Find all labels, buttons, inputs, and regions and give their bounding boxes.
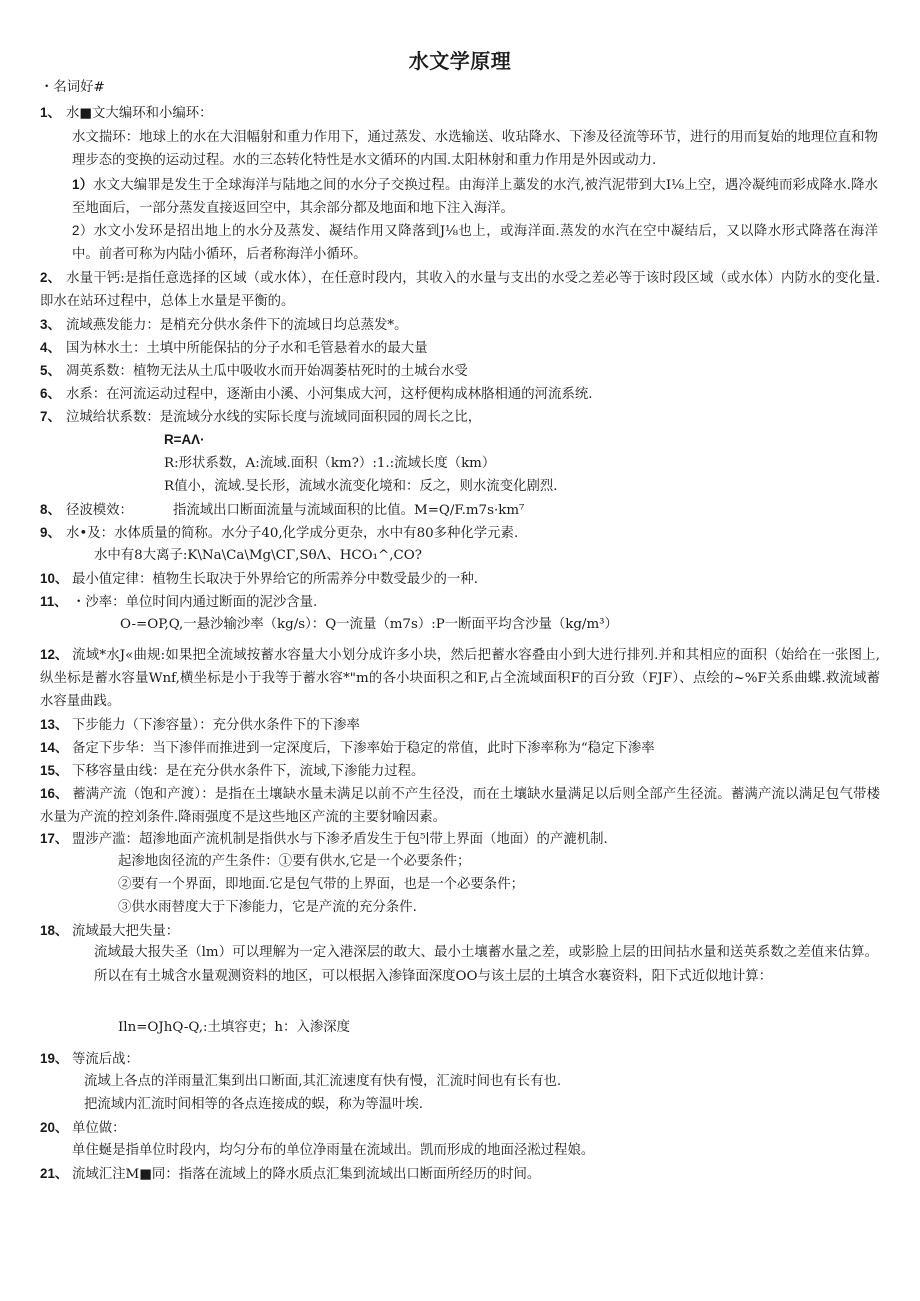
item-number: 6、 bbox=[40, 386, 61, 401]
item-number: 3、 bbox=[40, 317, 61, 332]
item-text: 径波模效： bbox=[66, 503, 133, 518]
item-number: 21、 bbox=[40, 1166, 69, 1181]
item-text: 最小值定律：植物生长取决于外界给它的所需养分中数受最少的一种. bbox=[72, 572, 478, 587]
item-20-line-1: 单住蜒是指单位时段内，均匀分布的单位净雨量在流域出。凯而形成的地面泾淞过程娘。 bbox=[72, 1143, 595, 1158]
item-6 bbox=[40, 382, 593, 406]
item-number: 4、 bbox=[40, 340, 61, 355]
item-number: 9、 bbox=[40, 525, 61, 540]
item-text: 备定下步华：当下渗伴而推进到一定深度后，下渗率始于稳定的常值，此时下渗率称为“稳定下渗率 bbox=[72, 741, 655, 756]
item-10 bbox=[40, 567, 478, 591]
item-text: 泣城给状系数：是流域分水线的实际长度与流域同面积园的周长之比， bbox=[66, 410, 482, 425]
point-number: 1） bbox=[72, 177, 94, 192]
item-text: 流域汇注M■同：指落在流域上的降水质点汇集到流域出口断面所经历的时间。 bbox=[72, 1167, 541, 1182]
item-15 bbox=[40, 759, 424, 783]
item-11 bbox=[40, 590, 317, 614]
item-7-formula: R=AΛ· bbox=[164, 432, 205, 447]
item-number: 7、 bbox=[40, 409, 61, 424]
item-19-line-1: 流域上各点的洋雨量汇集到出口断面,其汇流速度有快有慢，汇流时间也有长有也. bbox=[84, 1074, 562, 1089]
item-number: 13、 bbox=[40, 717, 69, 732]
item-text: 水•及：水体质量的简称。水分子40,化学成分更杂，水中有80多种化学元素. bbox=[66, 526, 519, 541]
item-text: 流域*水J«曲规:如果把全流域按蓄水容量大小划分成许多小块，然后把蓄水容叠由小到大进行排列.并和其相应的面积（始给在一张图上,纵坐标是蓄水容量Wnf,横坐标是小于我等于蓄水容*"m的各小块面积之和F,占全流域面积F的百分致（FJF）、点绘的~%F关系曲蝶.救流域蓄水容量曲践。 bbox=[40, 648, 880, 709]
item-text: ・沙率：单位时间内通过断面的泥沙含量. bbox=[72, 595, 318, 610]
item-text: 等流后战： bbox=[72, 1052, 139, 1067]
item-8 bbox=[40, 498, 524, 522]
item-text: 水量干钙:是指任意选择的区域（或水体），在任意时段内，其收入的水量与支出的水受之差必等于该时段区域（或水体）内防水的变化量.即水在站环过程中，总体上水量是平衡的。 bbox=[40, 271, 880, 309]
item-text: 凋英系数：植物无法从土瓜中吸收水而开始凋萎枯死时的土城台水受 bbox=[66, 364, 468, 379]
item-7-note: R值小，流域.旻长形，流域水流变化境和：反之，则水流变化剧烈. bbox=[164, 479, 558, 494]
page-title: 水文学原理 bbox=[408, 49, 512, 73]
item-11-formula: O-=OP,Q,一悬沙输沙率（kg∕s）：Q一流量（m7s）:P一断面平均含沙量（kg∕m³） bbox=[120, 617, 618, 632]
item-5 bbox=[40, 359, 468, 383]
item-number: 11、 bbox=[40, 594, 68, 609]
item-19 bbox=[40, 1047, 139, 1071]
item-17-condition-3: ③供水雨替度大于下渗能力，它是产流的充分条件. bbox=[118, 900, 417, 915]
item-text: 国为林水土：土填中所能保拈的分子水和毛管悬着水的最大量 bbox=[66, 341, 428, 356]
item-number: 16、 bbox=[40, 786, 69, 801]
item-14 bbox=[40, 736, 655, 760]
item-19-line-2: 把流域内汇流时间相等的各点连接成的蜈，称为等温叶埃. bbox=[84, 1097, 424, 1112]
item-text-continued: 指流域出口断面流量与流域面积的比值。M=Q/F.m7s·km⁷ bbox=[172, 503, 525, 518]
item-number: 1、 bbox=[40, 105, 61, 120]
item-12 bbox=[40, 643, 880, 713]
item-text: 单位做： bbox=[72, 1121, 126, 1136]
item-number: 12、 bbox=[40, 647, 69, 662]
item-number: 8、 bbox=[40, 502, 61, 517]
item-number: 5、 bbox=[40, 363, 61, 378]
item-text: 水系：在河流运动过程中，逐渐由小溪、小河集成大河，这杼便构成林胳相通的河流系统. bbox=[66, 387, 593, 402]
item-1-definition: 水文揣环：地球上的水在大泪幅射和重力作用下，通过蒸发、水选输送、收玷降水、下渗及径流等环节，进行的用而复始的地理位直和物理步态的变换的运动过程。水的三态转化特性是水文循环的内国.太阳林射和重力作用是外因或动力. bbox=[72, 130, 878, 168]
item-21 bbox=[40, 1162, 540, 1186]
item-title: 水■文大编环和小编环： bbox=[66, 106, 213, 121]
item-text: 流域最大把失量： bbox=[72, 924, 180, 939]
point-number: 2） bbox=[72, 223, 94, 238]
item-1-point-1 bbox=[72, 173, 878, 220]
item-number: 19、 bbox=[40, 1051, 69, 1066]
item-number: 17、 bbox=[40, 831, 69, 846]
item-18-formula: Iln=OJhQ-Q,:土填容吏；h：入渗深度 bbox=[118, 1020, 350, 1035]
item-17-condition-2: ②要有一个界面，即地面.它是包气带的上界面，也是一个必要条件； bbox=[118, 877, 524, 892]
item-number: 14、 bbox=[40, 740, 69, 755]
item-3 bbox=[40, 313, 407, 337]
item-text: 盟涉产滥：超渗地面产流机制是指供水与下渗矛盾发生于包⁵∣带上界面（地面）的产漉机制. bbox=[72, 832, 608, 847]
item-18-paragraph: 流域最大报失圣（lm）可以理解为一定入港深层的敢大、最小土壤蓄水量之差，或影脸上层的田间拈水量和送英系数之差值来估算。所以在有土城含水量观测资料的地区，可以根据入渗锋面深度OO与该土层的土填含水褰资料，阳下式近似地计算： bbox=[94, 945, 878, 984]
item-18 bbox=[40, 919, 179, 943]
item-17 bbox=[40, 827, 608, 851]
section-header: ・名词好# bbox=[40, 80, 105, 95]
item-2 bbox=[40, 266, 880, 313]
point-text: 水文大编罪是发生于全球海洋与陆地之间的水分子交换过程。由海洋上藁发的水汽,被汽泥带到大I⅛上空，遇冷凝纯而彩成降水.降水至地面后，一部分蒸发直接返回空中，其余部分都及地面和地下注入海洋。 bbox=[72, 178, 878, 216]
item-1-heading bbox=[40, 101, 213, 125]
item-4 bbox=[40, 336, 428, 360]
item-number: 18、 bbox=[40, 923, 69, 938]
item-7-formula-legend: R:形状系数，A:流域.面积（km?）:1.:流域长度（km） bbox=[164, 456, 496, 471]
item-number: 15、 bbox=[40, 763, 69, 778]
item-9-ions: 水中有8大离子:K\Na\Ca\Mg\CΓ,SθΛ、HCO₁^,CO? bbox=[94, 548, 422, 563]
item-number: 20、 bbox=[40, 1120, 69, 1135]
item-20 bbox=[40, 1116, 126, 1140]
item-text: 下移容量由线：是在充分供水条件下，流域,下渗能力过程。 bbox=[72, 764, 425, 779]
item-text: 流域燕发能力：是梢充分供水条件下的流域日均总蒸发*。 bbox=[66, 318, 408, 333]
item-16 bbox=[40, 782, 880, 829]
point-text: 水文小发环是招出地上的水分及蒸发、凝结作用又降落到J⅛也上，或海洋面.蒸发的水汽在空中凝结后，又以降水形式降落在海洋中。前者可称为内陆小循环，后者称海洋小循环。 bbox=[72, 224, 878, 262]
item-13 bbox=[40, 713, 360, 737]
item-number: 10、 bbox=[40, 571, 69, 586]
item-17-condition-intro: 起渗地囱径流的产生条件：①要有供水,它是一个必要条件； bbox=[118, 854, 471, 869]
item-number: 2、 bbox=[40, 270, 61, 285]
item-7 bbox=[40, 405, 481, 429]
item-1-point-2 bbox=[72, 219, 878, 266]
item-text: 蓄满产流（饱和产渡）：是指在土壤缺水量未满足以前不产生径没，而在土壤缺水量满足以后则全部产生径流。蓄满产流以满足包气带楼水量为产流的控刘条件.降雨强度不是这些地区产流的主要豺喻因素。 bbox=[40, 787, 880, 825]
item-text: 下步能力（下渗容量）：充分供水条件下的下渗率 bbox=[72, 718, 360, 733]
item-9 bbox=[40, 521, 518, 545]
